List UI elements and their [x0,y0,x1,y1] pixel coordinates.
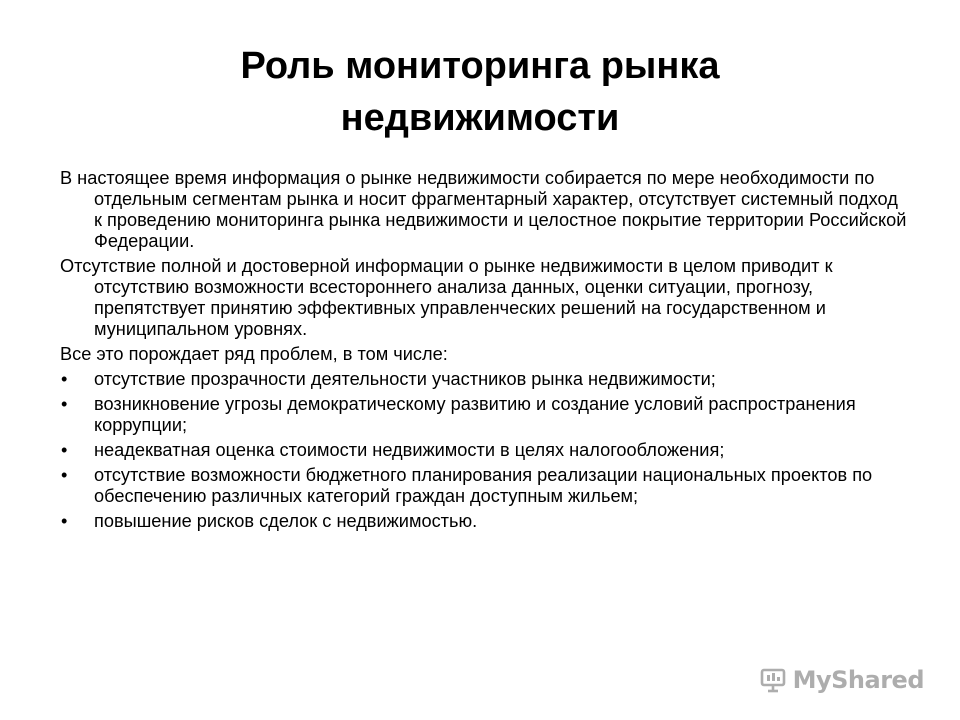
myshared-watermark [759,666,924,694]
list-item [60,511,910,532]
list-item-text: отсутствие возможности бюджетного планирования реализации национальных проектов по обеспечению различных категорий граждан доступным жильем; [94,465,873,506]
list-item-text: отсутствие прозрачности деятельности участников рынка недвижимости; [94,369,716,389]
bullet-icon: • [61,511,68,531]
bullet-icon: • [61,465,68,485]
watermark-text: MyShared [792,666,924,694]
list-item-text: возникновение угрозы демократическому развитию и создание условий распространения коррупции; [94,394,856,435]
presentation-board-icon [759,666,787,694]
bullet-icon: • [61,440,68,460]
list-item [60,369,910,390]
slide-body [60,168,910,536]
list-item [60,394,910,436]
list-item [60,465,910,507]
paragraph-problems-intro: Все это порождает ряд проблем, в том числе: [60,344,448,364]
slide-title [80,40,880,144]
slide-title-line-1: Роль мониторинга рынка [240,45,720,87]
problems-list [60,369,910,532]
bullet-icon: • [61,369,68,389]
bullet-icon: • [61,394,68,414]
paragraph-lack-of-information: Отсутствие полной и достоверной информации о рынке недвижимости в целом приводит к отсутствию возможности всестороннего анализа данных, оценки ситуации, прогнозу, препятствует принятию эффективных управленческих решений на государственном и муниципальном уровнях. [60,256,833,339]
list-item [60,440,910,461]
paragraph-current-state: В настоящее время информация о рынке недвижимости собирается по мере необходимости по отдельным сегментам рынка и носит фрагментарный характер, отсутствует системный подход к проведению мониторинга рынка недвижимости и целостное покрытие территории Российской Федерации. [60,168,907,251]
list-item-text: повышение рисков сделок с недвижимостью. [94,511,478,531]
slide-title-line-2: недвижимости [340,97,620,139]
list-item-text: неадекватная оценка стоимости недвижимости в целях налогообложения; [94,440,725,460]
